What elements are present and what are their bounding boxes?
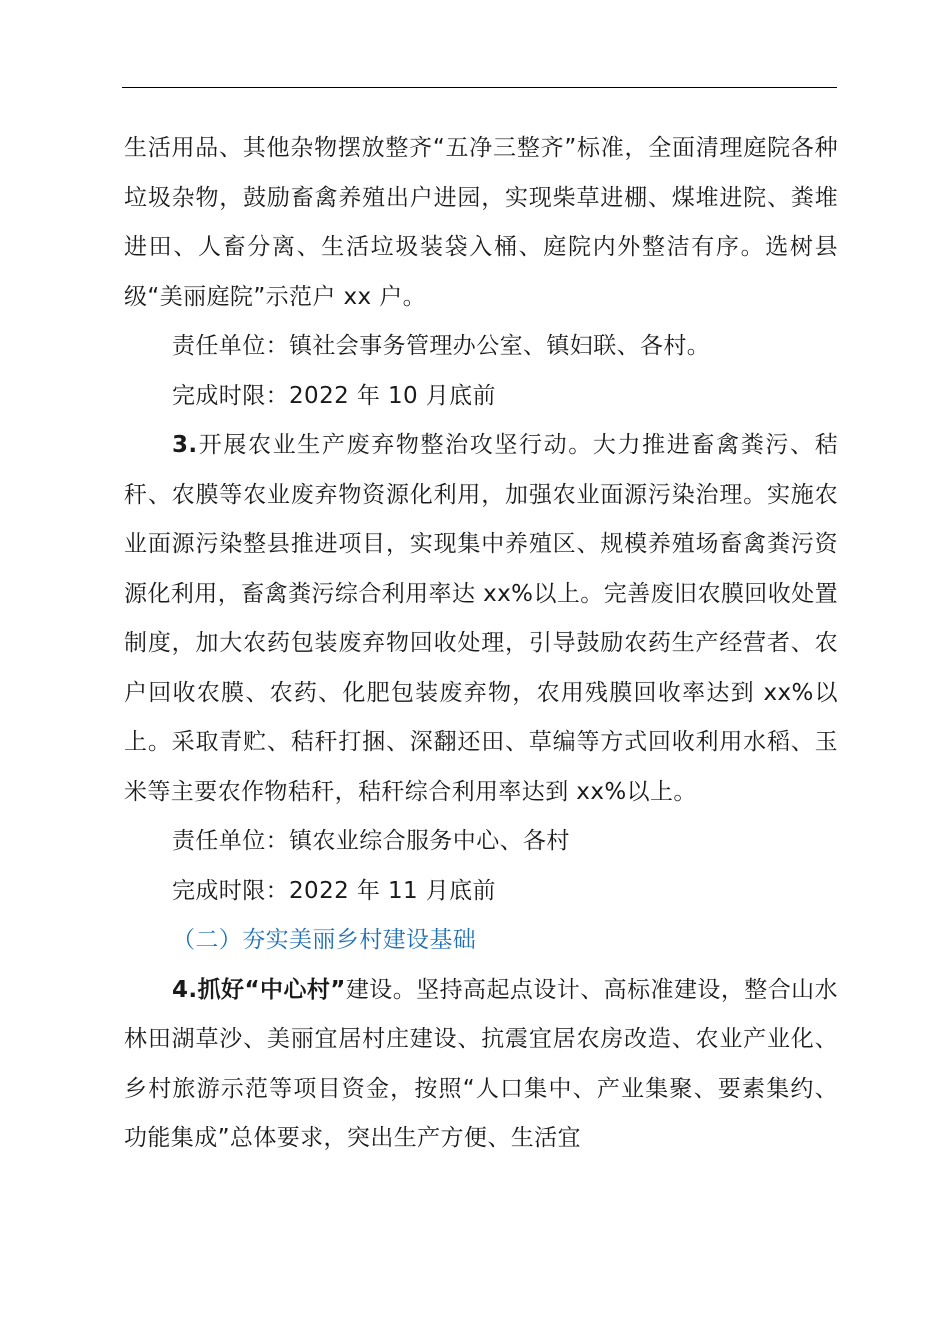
paragraph-agricultural-waste: [124, 421, 838, 817]
paragraph-text: 建设。坚持高起点设计、高标准建设，整合山水林田湖草沙、美丽宜居村庄建设、抗震宜居农房改造、农业产业化、乡村旅游示范等项目资金，按照“人口集中、产业集聚、要素集约、功能集成”总体要求，突出生产方便、生活宜: [124, 976, 838, 1151]
document-body: [124, 124, 838, 1164]
item-number: 3.: [172, 432, 198, 458]
paragraph-text: 完成时限：2022 年 11 月底前: [172, 877, 496, 904]
paragraph-text: 责任单位：镇社会事务管理办公室、镇妇联、各村。: [172, 333, 711, 359]
responsible-unit-social-affairs: [124, 322, 838, 372]
deadline-november: [124, 867, 838, 917]
deadline-october: [124, 372, 838, 422]
paragraph-text: 完成时限：2022 年 10 月底前: [172, 382, 496, 409]
section-heading-text: （二）夯实美丽乡村建设基础: [172, 927, 477, 953]
section-heading: [124, 916, 838, 966]
paragraph-text: 开展农业生产废弃物整治攻坚行动。大力推进畜禽粪污、秸秆、农膜等农业废弃物资源化利用，加强农业面源污染治理。实施农业面源污染整县推进项目，实现集中养殖区、规模养殖场畜禽粪污资源化利用，畜禽粪污综合利用率达 xx%以上。完善废旧农膜回收处置制度，加大农药包装废弃物回收处理，引导鼓励农药生产经营者、农户回收农膜、农药、化肥包装废弃物，农用残膜回收率达到 xx%以上。采取青贮、秸秆打捆、深翻还田、草编等方式回收利用水稻、玉米等主要农作物秸秆，秸秆综合利用率达到 xx%以上。: [124, 432, 838, 805]
header-rule: [122, 87, 837, 88]
paragraph-courtyard-standards: [124, 124, 838, 322]
responsible-unit-agri-service: [124, 817, 838, 867]
paragraph-text: 责任单位：镇农业综合服务中心、各村: [172, 828, 570, 854]
paragraph-text: 生活用品、其他杂物摆放整齐“五净三整齐”标准，全面清理庭院各种垃圾杂物，鼓励畜禽养殖出户进园，实现柴草进棚、煤堆进院、粪堆进田、人畜分离、生活垃圾装袋入桶、庭院内外整洁有序。选树县级“美丽庭院”示范户 xx 户。: [124, 135, 838, 310]
item-number: 4.抓好“中心村”: [172, 976, 346, 1003]
paragraph-central-village: [124, 966, 838, 1164]
